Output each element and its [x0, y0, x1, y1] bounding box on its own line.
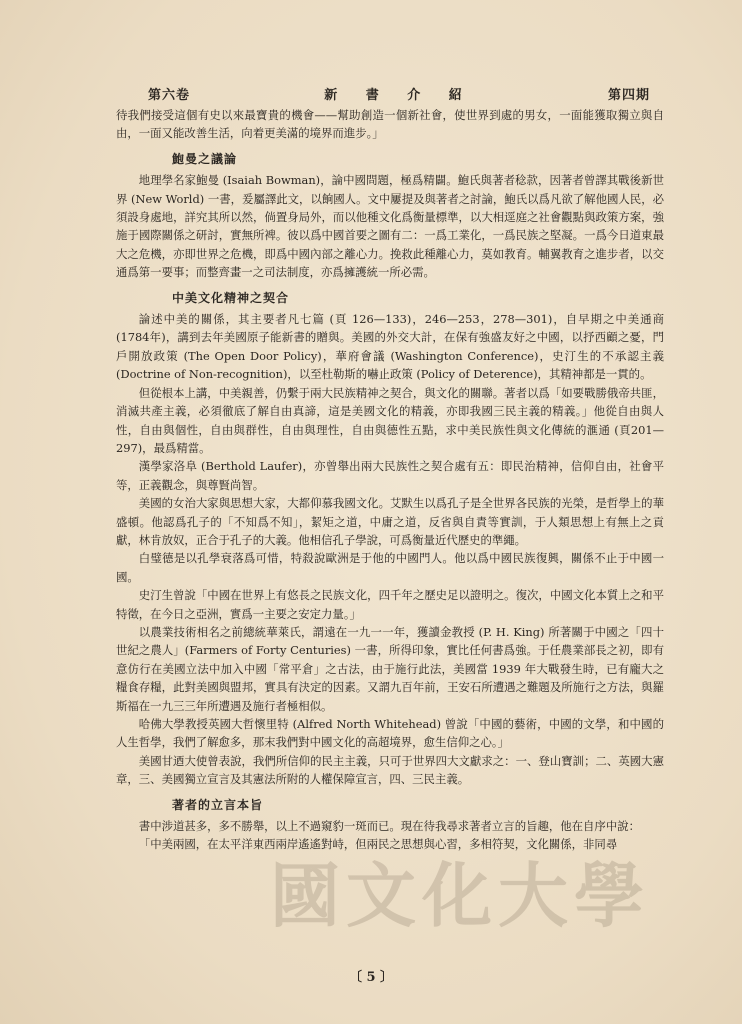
- paragraph: 白璧德是以孔學衰落爲可惜，特殺說歐洲是于他的中國門人。他以爲中國民族復興，關係不止于中國一國。: [116, 551, 664, 584]
- article-body: [116, 106, 664, 854]
- paragraph: 以農業技術相名之前總統華萊氏，謂遠在一九一一年，獲讀金教授 (P. H. King) 所著關于中國之「四十世紀之農人」(Farmers of Forty Centuries) 一書，所得印象，實比任何書爲強。于任農業部長之初，即有意仿行在美國立法中加入中國「常平倉」之古法，由于施行此法，美國當 1939 年大戰發生時，已有龐大之糧食存糧，此對美國與盟邦，實具有決定的因素。又謂九百年前，王安石所遭遇之難題及所施行之方法，與羅斯福在一九三三年所遭遇及施行者極相似。: [116, 624, 664, 713]
- paragraph: 地理學名家鮑曼 (Isaiah Bowman)，論中國問題，極爲精闢。鮑氏與著者稔款，因著者曾譯其戰後新世界 (New World) 一書，爰屬譯此文，以餉國人。文中屢提及與著者之討論，鮑氏以爲凡欲了解他國人民，必須設身處地，詳究其所以然，倘置身局外，而以他種文化爲衡量標準，以大相逕庭之社會觀點與政策方案，強施于國際關係之研討，實無所裨。彼以爲中國首要之圖有二：一爲工業化，一爲民族之堅凝。一爲今日道東最大之危機，亦即世界之危機，即爲中國內部之離心力。挽救此種離心力，莫如教育。輔翼教育之進步者，以交通爲第一要事；而整齊畫一之司法制度，亦爲擁護統一所必需。: [116, 173, 664, 280]
- page-header: [148, 84, 650, 103]
- library-watermark: 國文化大學: [270, 855, 650, 937]
- paragraph: 漢學家洛阜 (Berthold Laufer)，亦曾舉出兩大民族性之契合處有五：即民治精神，信仰自由，社會平等，正義觀念，與尊賢尚智。: [116, 459, 664, 492]
- paragraph: 美國甘迺大使曾表說，我們所信仰的民主主義，只可于世界四大文獻求之：一、登山寶訓；二、英國大憲章，三、美國獨立宣言及其憲法所附的人權保障宣言，四、三民主義。: [116, 753, 664, 787]
- paragraph: 但從根本上講，中美親善，仍繫于兩大民族精神之契合，與文化的關聯。著者以爲「如要戰勝俄帝共匪，消滅共產主義，必須徹底了解自由真諦，這是美國文化的精義，亦即我國三民主義的精義。」他從自由與人性，自由與個性，自由與群性，自由與理性，自由與德性五點，求中美民族性與文化傳統的滙通 (頁201—297)，最爲精當。: [116, 385, 664, 455]
- section-heading-author-purpose: 著者的立言本旨: [172, 797, 264, 812]
- journal-section-title: 新 書 介 紹: [324, 88, 474, 103]
- paragraph: 史汀生曾說「中國在世界上有悠長之民族文化，四千年之歷史足以證明之。復次，中國文化本質上之和平特徵，在今日之亞洲，實爲一主要之安定力量。」: [116, 588, 664, 621]
- paragraph: 「中美兩國，在太平洋東西兩岸遙遙對峙，但兩民之思想與心習，多相符契，文化關係，非同尋: [138, 837, 618, 852]
- section-heading-sino-american: 中美文化精神之契合: [172, 290, 290, 305]
- section-heading-bowman: 鮑曼之議論: [172, 151, 238, 166]
- paragraph: 論述中美的關係，其主要者凡七篇 (頁 126—133)，246—253，278—301)，自早期之中美通商 (1784年)，講到去年美國原子能新書的贈與。美國的外交大計，在保有強盛友好之中國，以抒西顧之憂，門戶開放政策 (The Open Door Policy)，華府會議 (Washington Conference)，史汀生的不承認主義 (Doctrine of Non-recognition)，以至杜勒斯的嚇止政策 (Policy of Deterence)，其精神都是一貫的。: [116, 312, 664, 382]
- issue-label: 第四期: [607, 88, 650, 103]
- paragraph: 哈佛大學教授英國大哲懷里特 (Alfred North Whitehead) 曾說「中國的藝術，中國的文學，和中國的人生哲學，我們了解愈多，那末我們對中國文化的高超境界，愈生信仰之心。」: [116, 717, 664, 750]
- paragraph: 美國的女治大家與思想大家，大都仰慕我國文化。艾默生以爲孔子是全世界各民族的光榮，是哲學上的華盛頓。他認爲孔子的「不知爲不知」，絜矩之道，中庸之道，反省與自責等實訓，于人類思想上有無上之貢獻，林肯放奴，正合于孔子的大義。他相信孔子學說，可爲衡量近代歷史的準繩。: [116, 496, 664, 547]
- page-number: 〔 5 〕: [348, 970, 394, 985]
- paragraph: 書中涉道甚多，多不勝舉，以上不過窺豹一斑而已。現在待我尋求著者立言的旨趣，他在自序中說：: [138, 819, 640, 834]
- volume-label: 第六卷: [148, 88, 191, 103]
- intro-paragraph: 待我們接受這個有史以來最寶貴的機會——幫助創造一個新社會，使世界到處的男女，一面能獲取獨立與自由，一面又能改善生活，向着更美滿的境界而進步。」: [116, 108, 664, 141]
